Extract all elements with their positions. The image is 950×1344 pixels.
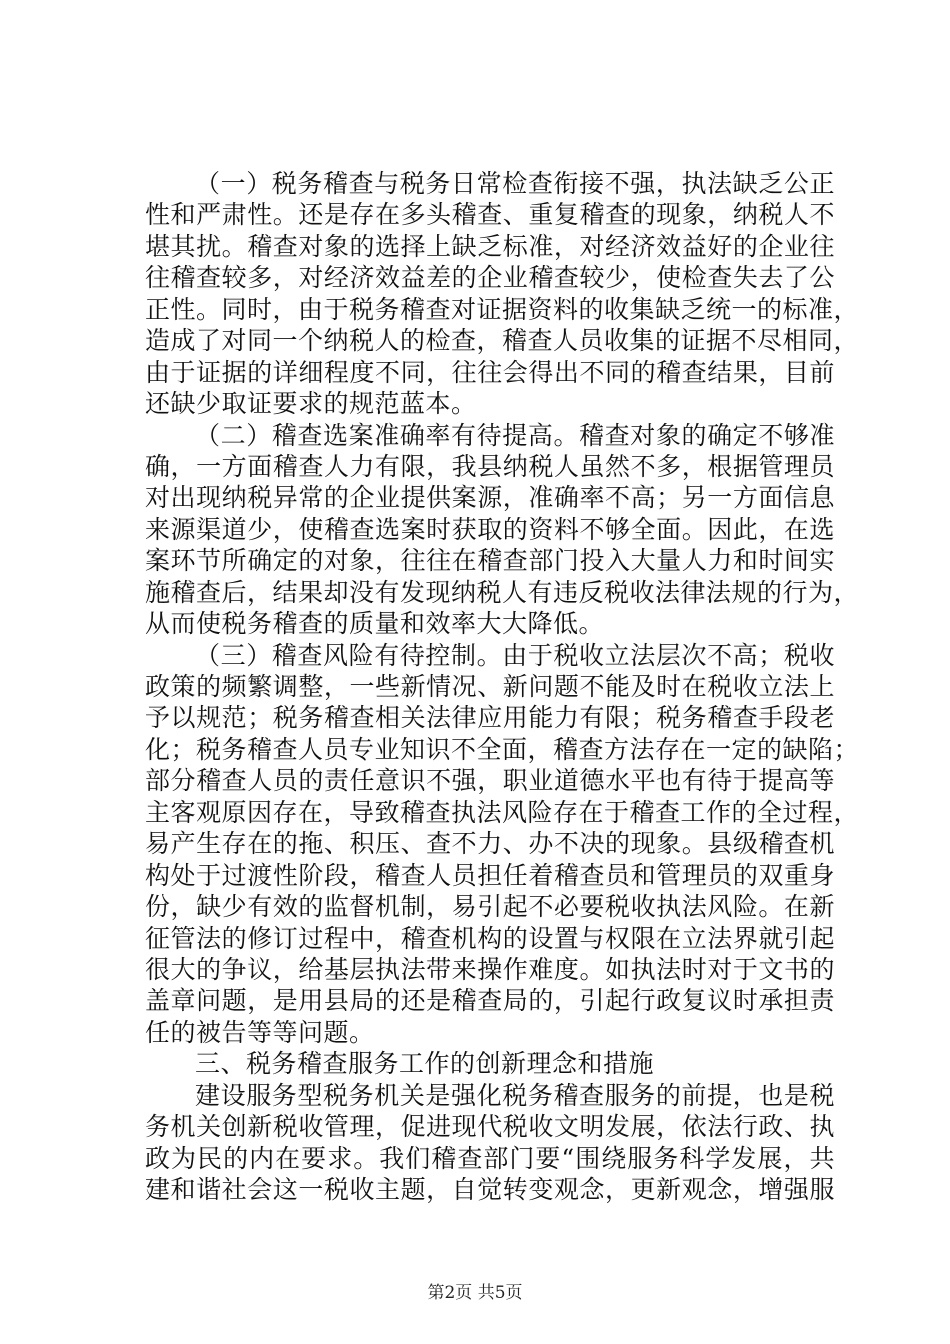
text-line: 从而使税务稽查的质量和效率大大降低。 (145, 609, 605, 639)
text-line: 案环节所确定的对象，往往在稽查部门投入大量人力和时间实 (145, 546, 835, 576)
text-line: 来源渠道少，使稽查选案时获取的资料不够全面。因此，在选 (145, 514, 835, 544)
text-line: 还缺少取证要求的规范蓝本。 (145, 389, 477, 419)
text-line: 造成了对同一个纳税人的检查，稽查人员收集的证据不尽相同， (145, 326, 860, 356)
text-line: 任的被告等等问题。 (145, 1017, 375, 1047)
text-line: 部分稽查人员的责任意识不强，职业道德水平也有待于提高等 (145, 766, 835, 796)
text-line: （三）稽查风险有待控制。由于税收立法层次不高；税收 (195, 640, 835, 670)
text-line: 盖章问题，是用县局的还是稽查局的，引起行政复议时承担责 (145, 986, 835, 1016)
text-line: 份，缺少有效的监督机制，易引起不必要税收执法风险。在新 (145, 892, 835, 922)
text-line: 化；税务稽查人员专业知识不全面，稽查方法存在一定的缺陷； (145, 734, 860, 764)
text-line: （一）税务稽查与税务日常检查衔接不强，执法缺乏公正 (195, 169, 835, 198)
text-line: 三、税务稽查服务工作的创新理念和措施 (195, 1049, 655, 1079)
text-line: 施稽查后，结果却没有发现纳税人有违反税收法律法规的行为， (145, 577, 860, 607)
text-line: 易产生存在的拖、积压、查不力、办不决的现象。县级稽查机 (145, 829, 835, 859)
text-line: 确，一方面稽查人力有限，我县纳税人虽然不多，根据管理员 (145, 451, 835, 481)
text-line: 正性。同时，由于税务稽查对证据资料的收集缺乏统一的标准， (145, 294, 860, 324)
text-line: 政策的频繁调整，一些新情况、新问题不能及时在税收立法上 (145, 672, 835, 701)
text-line: 构处于过渡性阶段，稽查人员担任着稽查员和管理员的双重身 (145, 860, 835, 890)
text-line: 务机关创新税收管理，促进现代税收文明发展，依法行政、执 (145, 1112, 835, 1142)
text-line: 堪其扰。稽查对象的选择上缺乏标准，对经济效益好的企业往 (145, 231, 835, 261)
text-line: 对出现纳税异常的企业提供案源，准确率不高；另一方面信息 (145, 483, 835, 513)
text-line: 政为民的内在要求。我们稽查部门要“围绕服务科学发展，共 (145, 1143, 835, 1173)
text-line: 建设服务型税务机关是强化税务稽查服务的前提，也是税 (195, 1080, 835, 1110)
text-line: （二）稽查选案准确率有待提高。稽查对象的确定不够准 (195, 420, 835, 450)
body-text (145, 168, 860, 1205)
text-line: 主客观原因存在，导致稽查执法风险存在于稽查工作的全过程， (145, 797, 860, 827)
text-line: 由于证据的详细程度不同，往往会得出不同的稽查结果，目前 (145, 357, 835, 387)
page-footer: 第2页 共5页 (427, 1283, 523, 1303)
text-line: 征管法的修订过程中，稽查机构的设置与权限在立法界就引起 (145, 923, 835, 953)
text-line: 性和严肃性。还是存在多头稽查、重复稽查的现象，纳税人不 (145, 200, 835, 230)
text-line: 予以规范；税务稽查相关法律应用能力有限；税务稽查手段老 (145, 703, 835, 733)
text-line: 建和谐社会这一税收主题，自觉转变观念，更新观念，增强服 (145, 1175, 835, 1204)
text-line: 很大的争议，给基层执法带来操作难度。如执法时对于文书的 (145, 954, 835, 984)
text-line: 往稽查较多，对经济效益差的企业稽查较少，使检查失去了公 (145, 263, 835, 293)
